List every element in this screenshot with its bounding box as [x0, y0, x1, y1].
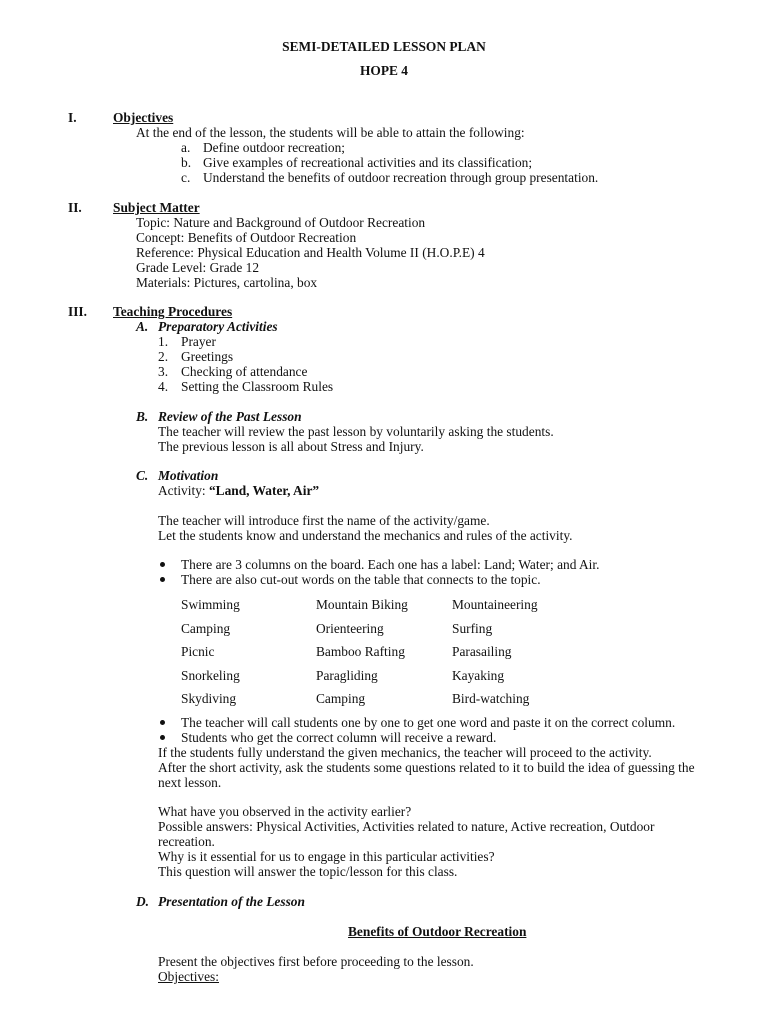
list-item: Setting the Classroom Rules — [181, 379, 334, 394]
bullet-item: The teacher will call students one by one to get one word and paste it on the correct column. — [181, 715, 676, 730]
word-cell: Kayaking — [452, 668, 505, 683]
lesson-heading: Benefits of Outdoor Recreation — [348, 924, 527, 939]
subsection-title-preparatory: Preparatory Activities — [158, 319, 278, 334]
bullet-icon — [160, 577, 165, 582]
word-cell: Skydiving — [181, 691, 237, 706]
objective-item: Define outdoor recreation; — [203, 140, 346, 155]
word-cell: Mountain Biking — [316, 597, 408, 612]
objective-marker: c. — [181, 170, 191, 185]
question-line: What have you observed in the activity earlier? — [158, 804, 412, 819]
word-cell: Picnic — [181, 644, 215, 659]
activity-line — [158, 483, 319, 498]
list-marker: 4. — [158, 379, 169, 394]
list-item: Greetings — [181, 349, 234, 364]
question-line: Why is it essential for us to engage in this particular activities? — [158, 849, 495, 864]
subsection-marker-b: B. — [136, 409, 149, 424]
mechanics-line: After the short activity, ask the students some questions related to it to build the idea of guessing the — [158, 760, 695, 775]
bullet-icon — [160, 735, 165, 740]
word-cell: Surfing — [452, 621, 493, 636]
section-number-procedures: III. — [68, 304, 87, 319]
subsection-title-presentation: Presentation of the Lesson — [158, 894, 305, 909]
section-number-objectives: I. — [68, 110, 77, 125]
section-heading-subject-matter: Subject Matter — [113, 200, 200, 215]
mechanics-line: If the students fully understand the given mechanics, the teacher will proceed to the activity. — [158, 745, 652, 760]
subsection-title-review: Review of the Past Lesson — [158, 409, 302, 424]
document-subtitle: HOPE 4 — [360, 63, 408, 78]
subsection-marker-d: D. — [136, 894, 150, 909]
word-cell: Orienteering — [316, 621, 384, 636]
subject-matter-line: Reference: Physical Education and Health Volume II (H.O.P.E) 4 — [136, 245, 485, 260]
objectives-intro: At the end of the lesson, the students will be able to attain the following: — [136, 125, 525, 140]
document-title: SEMI-DETAILED LESSON PLAN — [282, 39, 486, 54]
list-item: Prayer — [181, 334, 216, 349]
word-cell: Mountaineering — [452, 597, 538, 612]
section-heading-objectives: Objectives — [113, 110, 174, 125]
motivation-intro-line: Let the students know and understand the mechanics and rules of the activity. — [158, 528, 573, 543]
word-cell: Bird-watching — [452, 691, 530, 706]
subject-matter-line: Grade Level: Grade 12 — [136, 260, 260, 275]
word-cell: Snorkeling — [181, 668, 240, 683]
section-heading-procedures: Teaching Procedures — [113, 304, 233, 319]
list-marker: 2. — [158, 349, 169, 364]
objectives-subheading: Objectives: — [158, 969, 219, 984]
word-cell: Paragliding — [316, 668, 378, 683]
activity-label: Activity: — [158, 483, 209, 498]
list-item: Checking of attendance — [181, 364, 308, 379]
subject-matter-line: Materials: Pictures, cartolina, box — [136, 275, 318, 290]
subsection-marker-a: A. — [136, 319, 149, 334]
list-marker: 3. — [158, 364, 169, 379]
list-marker: 1. — [158, 334, 169, 349]
presentation-line: Present the objectives first before proceeding to the lesson. — [158, 954, 474, 969]
question-line: recreation. — [158, 834, 215, 849]
subsection-title-motivation: Motivation — [158, 468, 219, 483]
review-line: The teacher will review the past lesson by voluntarily asking the students. — [158, 424, 554, 439]
section-number-subject-matter: II. — [68, 200, 82, 215]
question-line: Possible answers: Physical Activities, Activities related to nature, Active recreation, Outdoor — [158, 819, 655, 834]
subject-matter-line: Topic: Nature and Background of Outdoor Recreation — [136, 215, 426, 230]
bullet-icon — [160, 720, 165, 725]
bullet-item: There are also cut-out words on the table that connects to the topic. — [181, 572, 541, 587]
word-cell: Camping — [316, 691, 366, 706]
bullet-item: Students who get the correct column will receive a reward. — [181, 730, 497, 745]
mechanics-line: next lesson. — [158, 775, 222, 790]
objective-item: Understand the benefits of outdoor recreation through group presentation. — [203, 170, 599, 185]
word-cell: Bamboo Rafting — [316, 644, 405, 659]
question-line: This question will answer the topic/lesson for this class. — [158, 864, 458, 879]
word-cell: Swimming — [181, 597, 240, 612]
word-cell: Parasailing — [452, 644, 512, 659]
bullet-item: There are 3 columns on the board. Each one has a label: Land; Water; and Air. — [181, 557, 600, 572]
subject-matter-line: Concept: Benefits of Outdoor Recreation — [136, 230, 357, 245]
word-cell: Camping — [181, 621, 231, 636]
objective-marker: a. — [181, 140, 191, 155]
objective-marker: b. — [181, 155, 192, 170]
motivation-intro-line: The teacher will introduce first the name of the activity/game. — [158, 513, 490, 528]
review-line: The previous lesson is all about Stress and Injury. — [158, 439, 424, 454]
activity-name: “Land, Water, Air” — [208, 483, 320, 498]
objective-item: Give examples of recreational activities and its classification; — [203, 155, 533, 170]
subsection-marker-c: C. — [136, 468, 149, 483]
bullet-icon — [160, 562, 165, 567]
